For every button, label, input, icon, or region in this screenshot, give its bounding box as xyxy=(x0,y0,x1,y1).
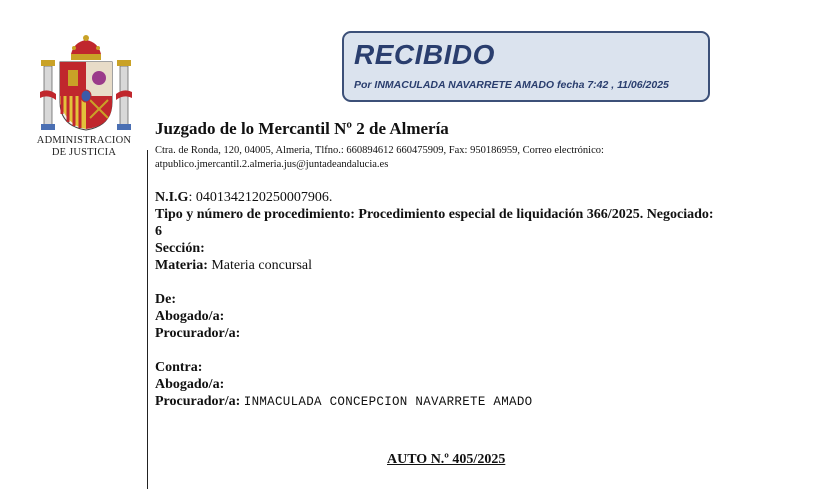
crest-caption xyxy=(28,135,140,159)
procedure-value: Procedimiento especial de liquidación 366/2025. Negociado: xyxy=(358,207,714,222)
section-row xyxy=(155,240,755,257)
from-solicitor-label: Procurador/a: xyxy=(155,326,241,341)
matter-row xyxy=(155,257,755,274)
margin-rule xyxy=(147,150,148,489)
against-solicitor-label: Procurador/a: xyxy=(155,394,241,409)
matter-value: Materia concursal xyxy=(211,258,313,273)
court-contact xyxy=(155,144,745,172)
against-label: Contra: xyxy=(155,360,203,375)
nig-value: : 0401342120250007906. xyxy=(188,190,333,205)
matter-label: Materia: xyxy=(155,258,208,273)
crest-caption-line-2: DE JUSTICIA xyxy=(51,147,117,158)
against-solicitor-value: INMACULADA CONCEPCION NAVARRETE AMADO xyxy=(243,395,533,409)
contact-line-1: Ctra. de Ronda, 120, 04005, Almeria, Tlfno.: 660894612 660475909, Fax: 950186959, Correo electrónico: xyxy=(155,145,604,156)
section-label: Sección: xyxy=(155,241,205,256)
received-stamp xyxy=(342,31,710,102)
from-lawyer-label: Abogado/a: xyxy=(155,309,225,324)
against-solicitor-row xyxy=(155,393,755,411)
procedure-label: Tipo y número de procedimiento: xyxy=(155,207,355,222)
nig-row xyxy=(155,189,755,206)
contact-email: atpublico.jmercantil.2.almeria.jus@juntadeandalucia.es xyxy=(155,159,389,170)
from-label: De: xyxy=(155,292,176,307)
stamp-subtitle: Por INMACULADA NAVARRETE AMADO fecha 7:42 , 11/06/2025 xyxy=(354,79,669,91)
procedure-value-cont: 6 xyxy=(155,224,162,239)
stamp-title: RECIBIDO xyxy=(354,39,495,70)
nig-label: N.I.G xyxy=(155,190,189,205)
crest-caption-line-1: ADMINISTRACION xyxy=(36,135,132,146)
procedure-row xyxy=(155,206,755,223)
coat-of-arms-logo xyxy=(38,34,134,132)
document-title: AUTO N.º 405/2025 xyxy=(387,452,506,467)
court-name: Juzgado de lo Mercantil Nº 2 de Almería xyxy=(155,119,449,138)
case-fields xyxy=(155,189,755,411)
against-lawyer-label: Abogado/a: xyxy=(155,377,225,392)
